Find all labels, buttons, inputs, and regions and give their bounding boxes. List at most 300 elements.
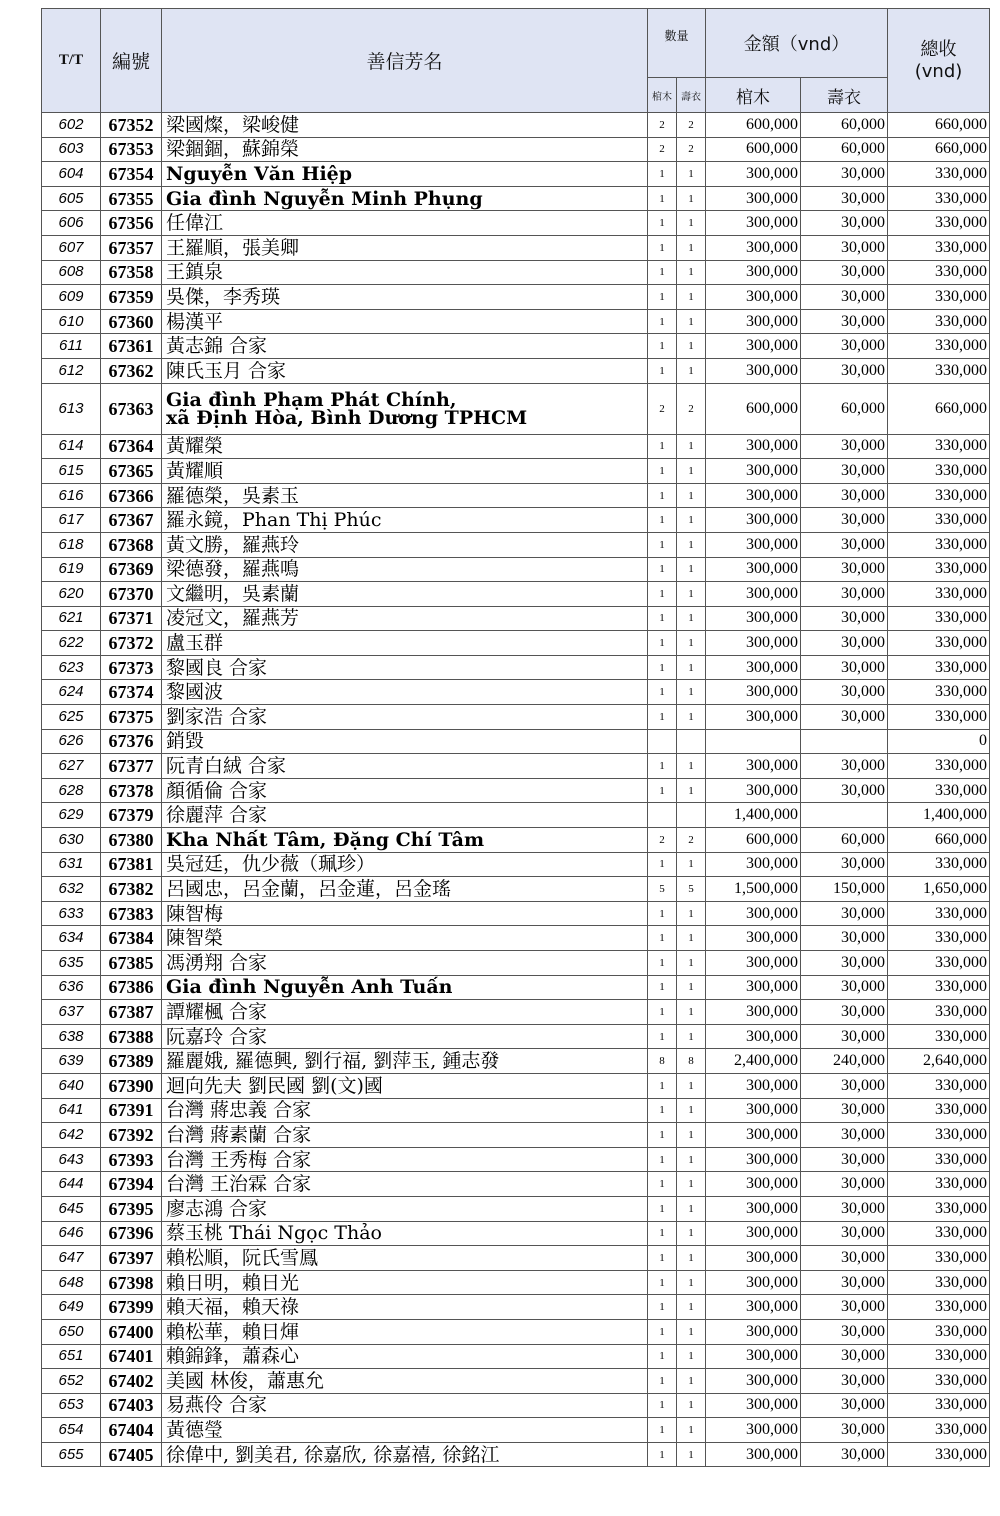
row-qty-shroud: 1 bbox=[677, 162, 706, 187]
table-row bbox=[42, 1098, 990, 1123]
row-qty-shroud: 1 bbox=[677, 1246, 706, 1271]
row-qty-shroud: 2 bbox=[677, 828, 706, 853]
row-amount-coffin: 300,000 bbox=[706, 1418, 801, 1443]
row-name: 梁國燦，梁峻健 bbox=[162, 113, 648, 138]
table-row bbox=[42, 778, 990, 803]
row-total: 330,000 bbox=[888, 358, 990, 383]
row-total: 330,000 bbox=[888, 705, 990, 730]
header-amt-coffin: 棺木 bbox=[706, 78, 801, 113]
row-code: 67393 bbox=[101, 1147, 162, 1172]
row-qty-coffin: 1 bbox=[648, 582, 677, 607]
row-code: 67364 bbox=[101, 434, 162, 459]
table-row bbox=[42, 483, 990, 508]
row-amount-coffin: 300,000 bbox=[706, 1393, 801, 1418]
table-row bbox=[42, 235, 990, 260]
row-code: 67369 bbox=[101, 557, 162, 582]
row-total: 330,000 bbox=[888, 260, 990, 285]
row-tt: 635 bbox=[42, 951, 101, 976]
row-amount-coffin: 600,000 bbox=[706, 137, 801, 162]
row-code: 67397 bbox=[101, 1246, 162, 1271]
row-qty-shroud: 2 bbox=[677, 113, 706, 138]
row-code: 67358 bbox=[101, 260, 162, 285]
row-qty-shroud: 1 bbox=[677, 1393, 706, 1418]
row-qty-shroud: 1 bbox=[677, 1147, 706, 1172]
row-amount-shroud: 30,000 bbox=[801, 483, 888, 508]
table-row bbox=[42, 260, 990, 285]
row-qty-coffin: 1 bbox=[648, 1098, 677, 1123]
row-tt: 651 bbox=[42, 1344, 101, 1369]
row-name: 賴錦鋒，蕭森心 bbox=[162, 1344, 648, 1369]
row-qty-shroud: 1 bbox=[677, 334, 706, 359]
row-qty-shroud: 2 bbox=[677, 383, 706, 434]
row-amount-shroud: 30,000 bbox=[801, 852, 888, 877]
row-name: 羅德榮，吳素玉 bbox=[162, 483, 648, 508]
row-code: 67356 bbox=[101, 211, 162, 236]
row-qty-shroud: 1 bbox=[677, 680, 706, 705]
header-quantity: 數量 bbox=[648, 9, 706, 78]
row-code: 67361 bbox=[101, 334, 162, 359]
row-tt: 603 bbox=[42, 137, 101, 162]
row-qty-coffin: 1 bbox=[648, 1319, 677, 1344]
row-tt: 632 bbox=[42, 877, 101, 902]
row-tt: 623 bbox=[42, 655, 101, 680]
row-qty-coffin: 1 bbox=[648, 705, 677, 730]
row-qty-shroud: 1 bbox=[677, 309, 706, 334]
row-name: 黃德瑩 bbox=[162, 1418, 648, 1443]
row-amount-coffin: 600,000 bbox=[706, 383, 801, 434]
row-code: 67363 bbox=[101, 383, 162, 434]
table-row bbox=[42, 1270, 990, 1295]
row-amount-shroud: 30,000 bbox=[801, 1418, 888, 1443]
table-row bbox=[42, 803, 990, 828]
row-tt: 608 bbox=[42, 260, 101, 285]
row-qty-shroud: 1 bbox=[677, 975, 706, 1000]
row-tt: 602 bbox=[42, 113, 101, 138]
row-qty-shroud: 1 bbox=[677, 1221, 706, 1246]
row-name: 黎國良 合家 bbox=[162, 655, 648, 680]
row-name: 凌冠文，羅燕芳 bbox=[162, 606, 648, 631]
row-name: 賴松順，阮氏雪鳳 bbox=[162, 1246, 648, 1271]
row-name: 梁德發，羅燕鳴 bbox=[162, 557, 648, 582]
row-tt: 613 bbox=[42, 383, 101, 434]
row-qty-coffin: 1 bbox=[648, 483, 677, 508]
row-total: 330,000 bbox=[888, 309, 990, 334]
row-amount-coffin: 300,000 bbox=[706, 655, 801, 680]
row-qty-coffin: 2 bbox=[648, 383, 677, 434]
row-amount-coffin: 1,400,000 bbox=[706, 803, 801, 828]
row-amount-coffin: 300,000 bbox=[706, 186, 801, 211]
row-total: 330,000 bbox=[888, 1393, 990, 1418]
table-row bbox=[42, 1049, 990, 1074]
row-qty-coffin: 1 bbox=[648, 1196, 677, 1221]
row-amount-shroud: 30,000 bbox=[801, 655, 888, 680]
row-amount-shroud: 30,000 bbox=[801, 186, 888, 211]
row-amount-coffin: 300,000 bbox=[706, 778, 801, 803]
row-total: 330,000 bbox=[888, 631, 990, 656]
row-qty-shroud: 1 bbox=[677, 483, 706, 508]
row-amount-shroud: 30,000 bbox=[801, 1442, 888, 1467]
row-qty-shroud bbox=[677, 729, 706, 754]
row-name: 任偉江 bbox=[162, 211, 648, 236]
table-row bbox=[42, 1369, 990, 1394]
row-code: 67386 bbox=[101, 975, 162, 1000]
row-name: 台灣 蔣素蘭 合家 bbox=[162, 1123, 648, 1148]
row-total: 330,000 bbox=[888, 1024, 990, 1049]
row-amount-shroud: 60,000 bbox=[801, 113, 888, 138]
header-total bbox=[888, 9, 990, 113]
row-total: 330,000 bbox=[888, 1147, 990, 1172]
row-total: 330,000 bbox=[888, 926, 990, 951]
row-amount-shroud: 150,000 bbox=[801, 877, 888, 902]
row-qty-coffin bbox=[648, 729, 677, 754]
row-amount-coffin: 300,000 bbox=[706, 309, 801, 334]
row-code: 67374 bbox=[101, 680, 162, 705]
row-name-line1: Gia đình Phạm Phát Chính, bbox=[166, 388, 457, 411]
table-row bbox=[42, 358, 990, 383]
header-total-line2: (vnd) bbox=[914, 60, 963, 82]
row-total: 330,000 bbox=[888, 1196, 990, 1221]
row-tt: 627 bbox=[42, 754, 101, 779]
row-qty-shroud: 1 bbox=[677, 1442, 706, 1467]
table-row bbox=[42, 508, 990, 533]
row-name: Kha Nhất Tâm, Đặng Chí Tâm bbox=[162, 828, 648, 853]
table-row bbox=[42, 1221, 990, 1246]
table-row bbox=[42, 606, 990, 631]
row-qty-coffin: 8 bbox=[648, 1049, 677, 1074]
row-code: 67401 bbox=[101, 1344, 162, 1369]
row-total: 330,000 bbox=[888, 1073, 990, 1098]
row-name-line2: xã Định Hòa, Bình Dương TPHCM bbox=[166, 406, 528, 429]
row-qty-shroud: 1 bbox=[677, 1270, 706, 1295]
row-tt: 639 bbox=[42, 1049, 101, 1074]
row-qty-coffin: 1 bbox=[648, 358, 677, 383]
row-qty-coffin: 1 bbox=[648, 1024, 677, 1049]
row-amount-shroud: 30,000 bbox=[801, 705, 888, 730]
row-qty-coffin: 1 bbox=[648, 508, 677, 533]
row-name: 黃耀順 bbox=[162, 459, 648, 484]
row-code: 67385 bbox=[101, 951, 162, 976]
row-amount-coffin: 300,000 bbox=[706, 1196, 801, 1221]
row-name: 文繼明，吳素蘭 bbox=[162, 582, 648, 607]
row-tt: 616 bbox=[42, 483, 101, 508]
row-tt: 633 bbox=[42, 901, 101, 926]
row-code: 67388 bbox=[101, 1024, 162, 1049]
row-amount-coffin: 300,000 bbox=[706, 483, 801, 508]
row-total: 330,000 bbox=[888, 211, 990, 236]
row-qty-shroud bbox=[677, 803, 706, 828]
row-amount-coffin: 300,000 bbox=[706, 1098, 801, 1123]
row-qty-shroud: 1 bbox=[677, 1172, 706, 1197]
row-amount-shroud: 30,000 bbox=[801, 1024, 888, 1049]
row-amount-coffin: 300,000 bbox=[706, 1000, 801, 1025]
row-amount-coffin: 300,000 bbox=[706, 680, 801, 705]
row-qty-coffin: 2 bbox=[648, 828, 677, 853]
row-code: 67375 bbox=[101, 705, 162, 730]
row-amount-shroud: 60,000 bbox=[801, 137, 888, 162]
row-amount-shroud: 30,000 bbox=[801, 1196, 888, 1221]
row-code: 67352 bbox=[101, 113, 162, 138]
row-total: 2,640,000 bbox=[888, 1049, 990, 1074]
row-name: 徐偉中, 劉美君, 徐嘉欣, 徐嘉禧, 徐銘江 bbox=[162, 1442, 648, 1467]
table-row bbox=[42, 729, 990, 754]
row-qty-shroud: 1 bbox=[677, 211, 706, 236]
row-code: 67371 bbox=[101, 606, 162, 631]
row-qty-coffin: 1 bbox=[648, 434, 677, 459]
row-amount-shroud: 30,000 bbox=[801, 1221, 888, 1246]
row-qty-shroud: 1 bbox=[677, 606, 706, 631]
row-total: 330,000 bbox=[888, 532, 990, 557]
row-qty-coffin: 1 bbox=[648, 1172, 677, 1197]
row-code: 67383 bbox=[101, 901, 162, 926]
row-total: 330,000 bbox=[888, 162, 990, 187]
row-tt: 647 bbox=[42, 1246, 101, 1271]
row-code: 67354 bbox=[101, 162, 162, 187]
row-total: 330,000 bbox=[888, 235, 990, 260]
row-amount-shroud: 30,000 bbox=[801, 778, 888, 803]
row-total: 330,000 bbox=[888, 1319, 990, 1344]
row-code: 67394 bbox=[101, 1172, 162, 1197]
row-tt: 641 bbox=[42, 1098, 101, 1123]
row-qty-shroud: 1 bbox=[677, 285, 706, 310]
row-total: 330,000 bbox=[888, 1098, 990, 1123]
row-total: 330,000 bbox=[888, 459, 990, 484]
row-total: 0 bbox=[888, 729, 990, 754]
row-qty-coffin: 1 bbox=[648, 1369, 677, 1394]
row-code: 67377 bbox=[101, 754, 162, 779]
row-total: 330,000 bbox=[888, 1295, 990, 1320]
row-qty-shroud: 1 bbox=[677, 358, 706, 383]
row-name: 陳智榮 bbox=[162, 926, 648, 951]
row-tt: 618 bbox=[42, 532, 101, 557]
table-row bbox=[42, 211, 990, 236]
table-row bbox=[42, 334, 990, 359]
header-amt-shroud: 壽衣 bbox=[801, 78, 888, 113]
row-name: 陳智梅 bbox=[162, 901, 648, 926]
row-name: 銷毀 bbox=[162, 729, 648, 754]
row-code: 67384 bbox=[101, 926, 162, 951]
row-amount-shroud: 30,000 bbox=[801, 1319, 888, 1344]
row-qty-coffin bbox=[648, 803, 677, 828]
row-qty-coffin: 1 bbox=[648, 852, 677, 877]
row-name: 賴天福，賴天祿 bbox=[162, 1295, 648, 1320]
row-amount-shroud bbox=[801, 729, 888, 754]
row-total: 330,000 bbox=[888, 1221, 990, 1246]
row-qty-coffin: 1 bbox=[648, 186, 677, 211]
row-qty-coffin: 1 bbox=[648, 260, 677, 285]
row-amount-coffin: 300,000 bbox=[706, 631, 801, 656]
row-amount-coffin: 300,000 bbox=[706, 1073, 801, 1098]
row-tt: 610 bbox=[42, 309, 101, 334]
row-qty-shroud: 1 bbox=[677, 582, 706, 607]
table-row bbox=[42, 655, 990, 680]
row-qty-shroud: 1 bbox=[677, 1123, 706, 1148]
row-total: 330,000 bbox=[888, 951, 990, 976]
row-code: 67382 bbox=[101, 877, 162, 902]
table-row bbox=[42, 1442, 990, 1467]
row-amount-coffin: 300,000 bbox=[706, 1246, 801, 1271]
row-total: 330,000 bbox=[888, 434, 990, 459]
row-qty-coffin: 1 bbox=[648, 754, 677, 779]
row-tt: 653 bbox=[42, 1393, 101, 1418]
row-qty-shroud: 1 bbox=[677, 951, 706, 976]
row-amount-coffin: 300,000 bbox=[706, 1172, 801, 1197]
row-code: 67381 bbox=[101, 852, 162, 877]
row-qty-coffin: 1 bbox=[648, 631, 677, 656]
row-amount-coffin: 300,000 bbox=[706, 1147, 801, 1172]
table-row bbox=[42, 705, 990, 730]
row-qty-shroud: 1 bbox=[677, 1319, 706, 1344]
row-amount-shroud: 30,000 bbox=[801, 1073, 888, 1098]
row-qty-shroud: 1 bbox=[677, 1369, 706, 1394]
row-tt: 614 bbox=[42, 434, 101, 459]
row-total: 330,000 bbox=[888, 334, 990, 359]
row-qty-shroud: 1 bbox=[677, 852, 706, 877]
row-amount-shroud: 30,000 bbox=[801, 260, 888, 285]
row-tt: 637 bbox=[42, 1000, 101, 1025]
row-tt: 638 bbox=[42, 1024, 101, 1049]
row-amount-shroud: 30,000 bbox=[801, 162, 888, 187]
row-tt: 636 bbox=[42, 975, 101, 1000]
row-tt: 646 bbox=[42, 1221, 101, 1246]
row-qty-coffin: 1 bbox=[648, 1000, 677, 1025]
row-code: 67402 bbox=[101, 1369, 162, 1394]
row-total: 330,000 bbox=[888, 1000, 990, 1025]
row-qty-shroud: 1 bbox=[677, 532, 706, 557]
row-code: 67404 bbox=[101, 1418, 162, 1443]
row-code: 67362 bbox=[101, 358, 162, 383]
table-row bbox=[42, 926, 990, 951]
row-tt: 645 bbox=[42, 1196, 101, 1221]
row-name: 台灣 王秀梅 合家 bbox=[162, 1147, 648, 1172]
row-tt: 630 bbox=[42, 828, 101, 853]
row-tt: 628 bbox=[42, 778, 101, 803]
header-qty-shroud: 壽衣 bbox=[677, 78, 706, 113]
table-row bbox=[42, 1196, 990, 1221]
row-qty-shroud: 1 bbox=[677, 926, 706, 951]
row-name: 台灣 蔣忠義 合家 bbox=[162, 1098, 648, 1123]
row-total: 330,000 bbox=[888, 606, 990, 631]
row-name: 黃文勝，羅燕玲 bbox=[162, 532, 648, 557]
row-tt: 634 bbox=[42, 926, 101, 951]
table-row bbox=[42, 383, 990, 434]
row-name: 羅永鏡，Phan Thị Phúc bbox=[162, 508, 648, 533]
row-amount-shroud: 30,000 bbox=[801, 951, 888, 976]
row-amount-coffin: 300,000 bbox=[706, 434, 801, 459]
row-amount-shroud: 30,000 bbox=[801, 901, 888, 926]
row-code: 67392 bbox=[101, 1123, 162, 1148]
row-code: 67396 bbox=[101, 1221, 162, 1246]
row-amount-coffin: 300,000 bbox=[706, 852, 801, 877]
row-code: 67405 bbox=[101, 1442, 162, 1467]
row-amount-coffin: 600,000 bbox=[706, 828, 801, 853]
row-name: 馮湧翔 合家 bbox=[162, 951, 648, 976]
header-total-line1: 總收 bbox=[920, 38, 957, 60]
row-code: 67370 bbox=[101, 582, 162, 607]
row-tt: 648 bbox=[42, 1270, 101, 1295]
row-qty-shroud: 2 bbox=[677, 137, 706, 162]
row-total: 330,000 bbox=[888, 754, 990, 779]
row-amount-shroud: 30,000 bbox=[801, 975, 888, 1000]
row-amount-shroud: 60,000 bbox=[801, 828, 888, 853]
row-amount-shroud bbox=[801, 803, 888, 828]
header-qty-coffin: 棺木 bbox=[648, 78, 677, 113]
row-qty-coffin: 1 bbox=[648, 680, 677, 705]
row-amount-shroud: 30,000 bbox=[801, 926, 888, 951]
row-qty-shroud: 1 bbox=[677, 459, 706, 484]
table-row bbox=[42, 1073, 990, 1098]
table-row bbox=[42, 1024, 990, 1049]
row-name: 王鎮泉 bbox=[162, 260, 648, 285]
row-qty-coffin: 1 bbox=[648, 778, 677, 803]
row-tt: 625 bbox=[42, 705, 101, 730]
row-amount-coffin: 300,000 bbox=[706, 235, 801, 260]
row-name: Gia đình Nguyễn Anh Tuấn bbox=[162, 975, 648, 1000]
row-name: 徐麗萍 合家 bbox=[162, 803, 648, 828]
row-tt: 621 bbox=[42, 606, 101, 631]
row-name: 廖志鴻 合家 bbox=[162, 1196, 648, 1221]
row-total: 330,000 bbox=[888, 1123, 990, 1148]
row-total: 330,000 bbox=[888, 582, 990, 607]
row-code: 67355 bbox=[101, 186, 162, 211]
row-name: 黃志錦 合家 bbox=[162, 334, 648, 359]
row-qty-shroud: 1 bbox=[677, 1344, 706, 1369]
table-row bbox=[42, 162, 990, 187]
row-code: 67353 bbox=[101, 137, 162, 162]
row-amount-coffin: 300,000 bbox=[706, 557, 801, 582]
row-amount-coffin: 300,000 bbox=[706, 1270, 801, 1295]
row-total: 330,000 bbox=[888, 975, 990, 1000]
row-total: 660,000 bbox=[888, 828, 990, 853]
row-amount-shroud: 30,000 bbox=[801, 631, 888, 656]
row-name: Gia đình Nguyễn Minh Phụng bbox=[162, 186, 648, 211]
row-qty-coffin: 1 bbox=[648, 211, 677, 236]
row-qty-coffin: 1 bbox=[648, 975, 677, 1000]
row-code: 67366 bbox=[101, 483, 162, 508]
row-qty-shroud: 8 bbox=[677, 1049, 706, 1074]
row-tt: 655 bbox=[42, 1442, 101, 1467]
row-qty-shroud: 1 bbox=[677, 235, 706, 260]
row-qty-coffin: 1 bbox=[648, 926, 677, 951]
row-amount-coffin: 300,000 bbox=[706, 459, 801, 484]
row-tt: 620 bbox=[42, 582, 101, 607]
row-qty-shroud: 1 bbox=[677, 1000, 706, 1025]
row-tt: 615 bbox=[42, 459, 101, 484]
row-amount-shroud: 30,000 bbox=[801, 680, 888, 705]
table-row bbox=[42, 532, 990, 557]
row-tt: 624 bbox=[42, 680, 101, 705]
table-row bbox=[42, 1418, 990, 1443]
table-row bbox=[42, 459, 990, 484]
row-total: 330,000 bbox=[888, 1246, 990, 1271]
table-row bbox=[42, 137, 990, 162]
row-amount-shroud: 60,000 bbox=[801, 383, 888, 434]
table-row bbox=[42, 186, 990, 211]
row-tt: 611 bbox=[42, 334, 101, 359]
row-name: 黎國波 bbox=[162, 680, 648, 705]
row-name bbox=[162, 383, 648, 434]
row-total: 330,000 bbox=[888, 1369, 990, 1394]
row-qty-shroud: 1 bbox=[677, 557, 706, 582]
row-name: 蔡玉桃 Thái Ngọc Thảo bbox=[162, 1221, 648, 1246]
row-amount-coffin: 300,000 bbox=[706, 951, 801, 976]
row-amount-coffin: 300,000 bbox=[706, 901, 801, 926]
row-amount-shroud: 30,000 bbox=[801, 1393, 888, 1418]
header-tt: T/T bbox=[42, 9, 101, 113]
row-total: 1,400,000 bbox=[888, 803, 990, 828]
row-total: 330,000 bbox=[888, 901, 990, 926]
row-amount-coffin: 300,000 bbox=[706, 162, 801, 187]
row-tt: 649 bbox=[42, 1295, 101, 1320]
